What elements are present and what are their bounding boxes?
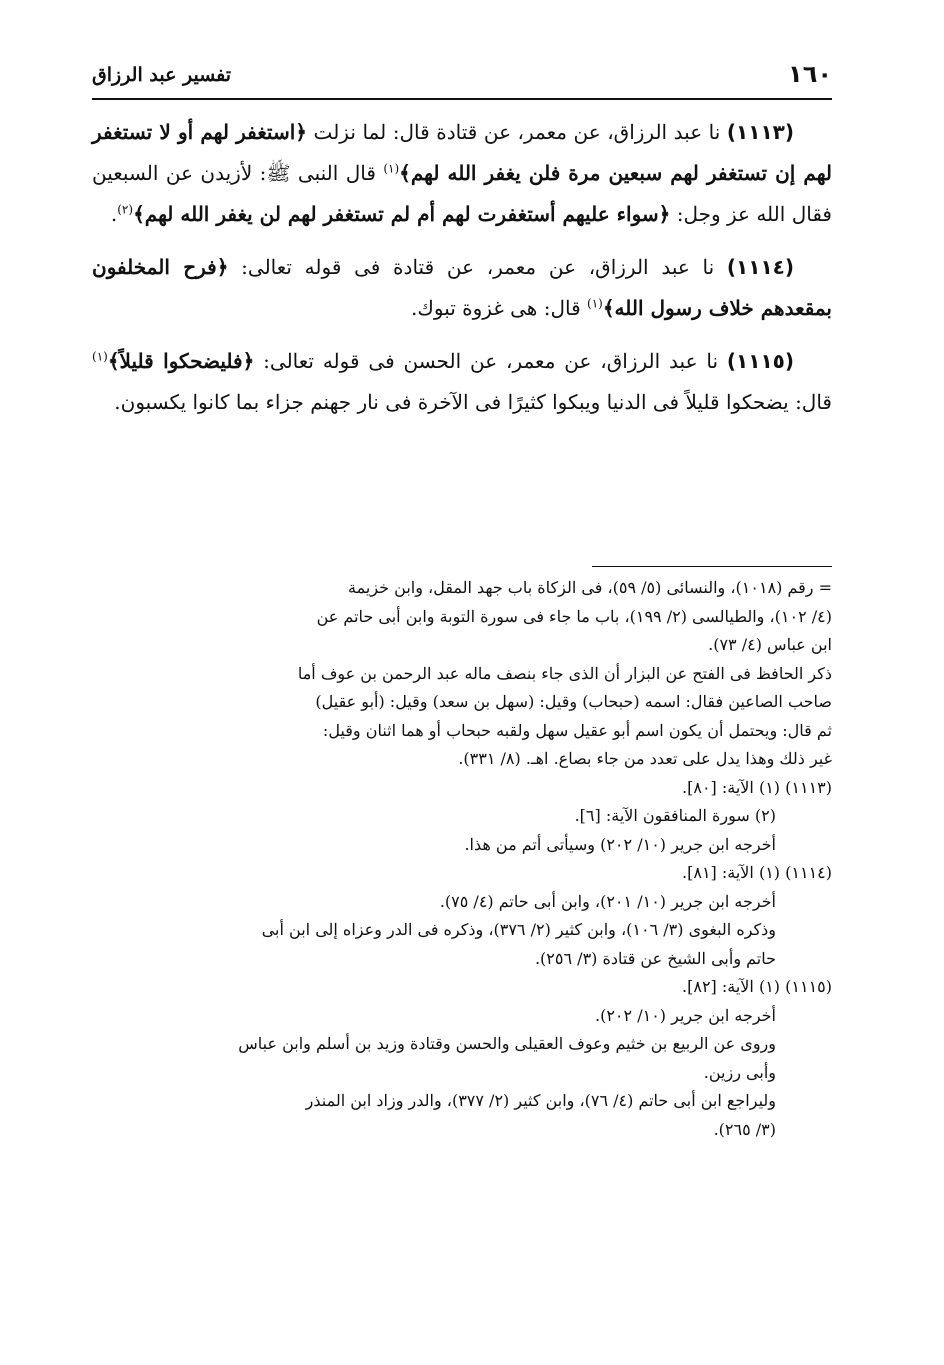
footnote-line: (٣/ ٢٦٥). bbox=[713, 1119, 776, 1139]
footnote-ref: (١) bbox=[587, 296, 603, 311]
footnote-heading-1114: (١١١٤) (١) الآية: [٨١]. bbox=[682, 863, 832, 882]
entry-text: قال النبى ﷺ: لأزيدن عن السبعين فقال الله عز وجل: bbox=[92, 161, 832, 226]
footnote-line: أخرجه ابن جرير (١٠/ ٢٠٢) وسيأتى أتم من هذا. bbox=[464, 834, 776, 854]
footnote-line: (٤/ ١٠٢)، والطيالسى (٢/ ١٩٩)، باب ما جاء فى سورة التوبة وابن أبى حاتم عن bbox=[316, 606, 832, 626]
footnote-line: وذكره البغوى (٣/ ١٠٦)، وابن كثير (٢/ ٣٧٦)، وذكره فى الدر وعزاه إلى ابن أبى bbox=[261, 920, 776, 939]
footnote-line: وروى عن الربيع بن خثيم وعوف العقيلى والحسن وقتادة وزيد بن أسلم وابن عباس bbox=[238, 1034, 776, 1053]
entry-1114 bbox=[92, 247, 832, 329]
footnote-line: غير ذلك وهذا يدل على تعدد من جاء بصاع. اهـ. (٨/ ٣٣١). bbox=[458, 749, 832, 768]
footnote-line: ثم قال: ويحتمل أن يكون اسم أبو عقيل سهل ولقبه حبحاب أو هما اثنان وقيل: bbox=[322, 720, 832, 740]
entry-text: نا عبد الرزاق، عن معمر، عن قتادة فى قوله تعالى: bbox=[228, 255, 727, 279]
footnote-line: أخرجه ابن جرير (١٠/ ٢٠٢). bbox=[595, 1005, 776, 1025]
main-text bbox=[92, 112, 832, 435]
footnote-line: (٢) سورة المنافقون الآية: [٦]. bbox=[574, 806, 776, 825]
entry-text: نا عبد الرزاق، عن معمر، عن الحسن فى قوله تعالى: bbox=[254, 349, 727, 373]
footnote-line: وأبى رزين. bbox=[703, 1062, 776, 1082]
footnote-line: حاتم وأبى الشيخ عن قتادة (٣/ ٢٥٦). bbox=[534, 948, 776, 968]
footnote-line: ابن عباس (٤/ ٧٣). bbox=[708, 635, 832, 654]
entry-text: نا عبد الرزاق، عن معمر، عن قتادة قال: لما نزلت bbox=[307, 120, 727, 144]
entry-text: . bbox=[110, 202, 118, 226]
quran-verse: ﴿فليضحكوا قليلاً﴾ bbox=[107, 349, 255, 373]
footnote-line: أخرجه ابن جرير (١٠/ ٢٠١)، وابن أبى حاتم (٤/ ٧٥). bbox=[439, 891, 776, 911]
header-rule bbox=[92, 98, 832, 100]
entry-1113 bbox=[92, 112, 832, 235]
footnote-heading-1113: (١١١٣) (١) الآية: [٨٠]. bbox=[682, 777, 832, 797]
quran-verse: ﴿فرح المخلفون بمقعدهم خلاف رسول الله﴾ bbox=[92, 255, 832, 320]
footnote-rule bbox=[592, 566, 832, 567]
footnote-line: ذكر الحافظ فى الفتح عن البزار أن الذى جاء بنصف ماله عبد الرحمن بن عوف أما bbox=[297, 663, 832, 683]
footnote-ref: (١) bbox=[92, 349, 108, 364]
entry-number: (١١١٥) bbox=[726, 349, 794, 373]
entry-text: قال: هى غزوة تبوك. bbox=[411, 296, 587, 320]
footnote-heading-1115: (١١١٥) (١) الآية: [٨٢]. bbox=[682, 977, 832, 996]
footnote-line: = رقم (١٠١٨)، والنسائى (٥/ ٥٩)، فى الزكاة باب جهد المقل، وابن خزيمة bbox=[348, 578, 832, 597]
entry-number: (١١١٣) bbox=[726, 120, 794, 144]
footnote-ref: (٢) bbox=[117, 202, 134, 217]
quran-verse: ﴿سواء عليهم أستغفرت لهم أم لم تستغفر لهم لن يغفر الله لهم﴾ bbox=[133, 202, 671, 226]
footnote-ref: (١) bbox=[383, 161, 400, 176]
footnote-line: صاحب الصاعين فقال: اسمه (حبحاب) وقيل: (سهل بن سعد) وقيل: (أبو عقيل) bbox=[315, 692, 832, 711]
footnotes bbox=[92, 574, 832, 1144]
entry-text: قال: يضحكوا قليلاً فى الدنيا ويبكوا كثيرًا فى الآخرة فى نار جهنم جزاء بما كانوا يكسبون. bbox=[114, 390, 832, 414]
footnote-line: وليراجع ابن أبى حاتم (٤/ ٧٦)، وابن كثير (٢/ ٣٧٧)، والدر وزاد ابن المنذر bbox=[305, 1091, 776, 1110]
entry-1115 bbox=[92, 341, 832, 423]
entry-number: (١١١٤) bbox=[726, 255, 794, 279]
book-title: تفسير عبد الرزاق bbox=[92, 64, 232, 86]
quran-verse: ﴿استغفر لهم أو لا تستغفر لهم إن تستغفر لهم سبعين مرة فلن يغفر الله لهم﴾ bbox=[92, 120, 832, 185]
page-number: ١٦٠ bbox=[788, 60, 832, 88]
page-header bbox=[92, 58, 832, 98]
